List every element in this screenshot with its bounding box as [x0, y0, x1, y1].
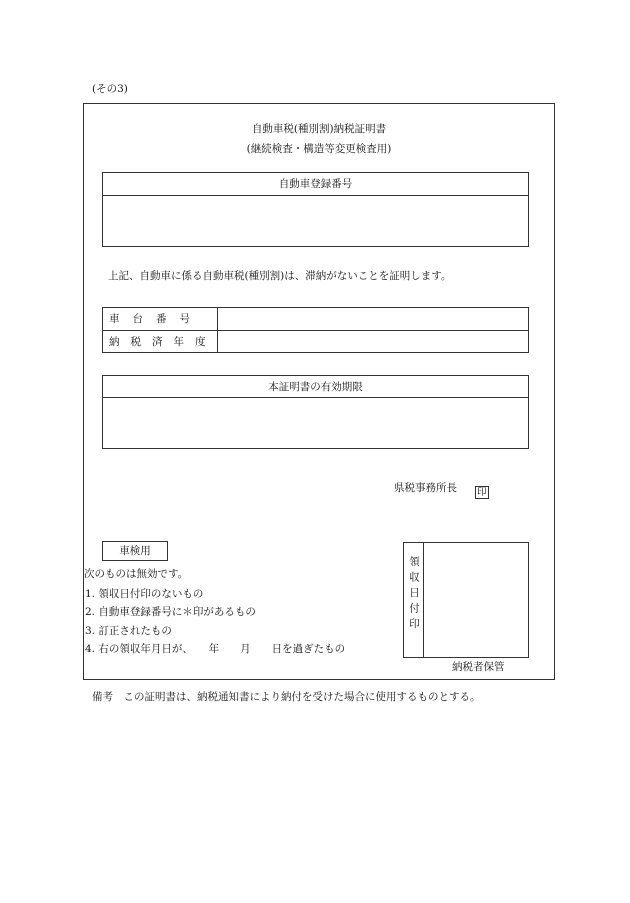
invalid-item-4: 4. 右の領収年月日が、 年 月 日を過ぎたもの [85, 643, 346, 655]
certificate-subtitle: (継続検査・構造等変更検査用) [246, 143, 392, 155]
certification-statement: 上記、自動車に係る自動車税(種別割)は、滞納がないことを証明します。 [108, 270, 452, 282]
registration-divider [102, 195, 529, 196]
vehicle-info-row-divider [102, 330, 529, 331]
registration-label: 自動車登録番号 [278, 178, 353, 190]
invalid-heading: 次のものは無効です。 [84, 568, 189, 580]
invalid-item-1: 1. 領収日付印のないもの [85, 588, 204, 600]
tax-year-label: 納税済年度 [109, 336, 217, 348]
inspection-tag: 車検用 [119, 545, 151, 557]
issuer-title: 県税事務所長 [394, 482, 457, 494]
receipt-stamp-label: 領収日付印 [408, 556, 420, 634]
validity-divider [102, 397, 529, 398]
invalid-item-2: 2. 自動車登録番号に＊印があるもの [85, 606, 256, 618]
receipt-stamp-divider [423, 542, 424, 658]
receipt-stamp-area[interactable] [425, 544, 527, 656]
official-seal [475, 480, 489, 499]
form-number: (その3) [92, 83, 128, 95]
validity-label: 本証明書の有効期限 [268, 381, 363, 393]
seal-text: 印 [477, 487, 487, 498]
vehicle-info-col-divider [217, 307, 218, 353]
invalid-item-3: 3. 訂正されたもの [85, 625, 172, 637]
chassis-number-label: 車台番号 [109, 313, 203, 325]
certificate-title: 自動車税(種別割)納税証明書 [251, 123, 387, 135]
remarks-note: 備考 この証明書は、納税通知書により納付を受けた場合に使用するものとする。 [92, 691, 481, 703]
taxpayer-copy-label: 納税者保管 [452, 661, 505, 673]
